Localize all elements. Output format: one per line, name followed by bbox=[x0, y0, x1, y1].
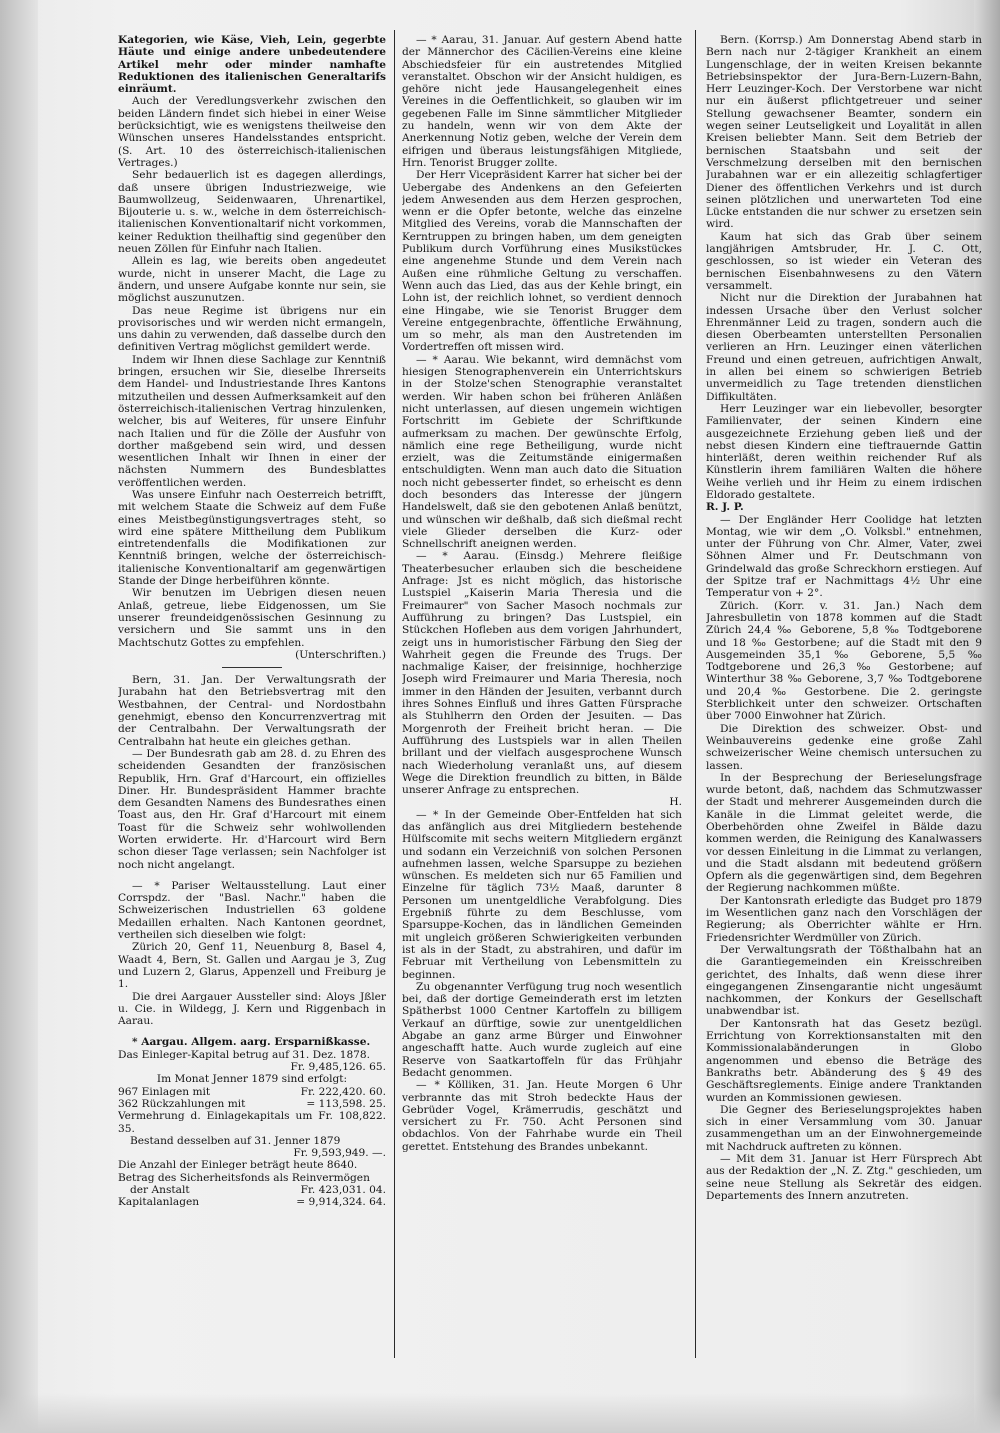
table-row bbox=[118, 1196, 386, 1208]
savings-capital: Fr. 9,485,126. 65. bbox=[290, 1061, 386, 1074]
article-paragraph: — Mit dem 31. Januar ist Herr Fürsprech Abt aus der Redaktion der „N. Z. Ztg." geschieden, um seine neue Stellung als Sekretär des eidgen. Departements des Innern anzutreten. bbox=[706, 1153, 982, 1202]
column-rule-right bbox=[695, 30, 696, 1358]
table-row bbox=[118, 1147, 386, 1159]
row-label bbox=[118, 1147, 272, 1159]
row-label: der Anstalt bbox=[130, 1184, 190, 1197]
row-label: Bestand desselben auf 31. Jenner 1879 bbox=[130, 1134, 341, 1147]
article-paragraph: Der Kantonsrath erledigte das Budget pro 1879 im Wesentlichen ganz nach den Vorschlägen der Regierung; als Oberrichter wählte er Hrn. Friedensrichter Werdmüller von Zürich. bbox=[706, 894, 982, 944]
row-value: = 9,914,324. 64. bbox=[296, 1196, 386, 1209]
row-label: 362 Rückzahlungen mit bbox=[118, 1097, 246, 1110]
article-paragraph: Die Gegner des Berieselungsprojektes haben sich in einer Versammlung vom 30. Januar zusammengethan um an der Einwohnergemeinde mit Nachdruck auftreten zu können. bbox=[706, 1103, 982, 1153]
article-paragraph: Nicht nur die Direktion der Jurabahnen hat indessen Ursache über den Verlust solcher Ehrenmänner Leid zu tragen, sondern auch die diesen Oberbeamten unterstellten Personalien verlieren an Hrn. Leuzinger einen väterlichen Freund und einen getreuen, aufrichtigen Anwalt, in allen bei einem so schwierigen Betrieb unvermeidlich zu Tage tretenden dienstlichen Diffikultäten. bbox=[706, 292, 982, 403]
article-bern-leuzinger: Bern. (Korrsp.) Am Donnerstag Abend starb in Bern nach nur 2-tägiger Krankheit an einem Lungenschlage, der in weiten Kreisen bekannte Betriebsinspektor der Jura-Bern-Luzern-Bahn, Herr Leuzinger-Koch. Der Verstorbene war nicht nur ein äußerst pflichtgetreuer und seiner Stellung gewachsener Beamter, sondern ein wegen seiner Leutseligkeit und Loyalität in allen Kreisen beliebter Mann. Seit dem Betrieb der bernischen Staatsbahn und seit der Verschmelzung derselben mit den bernischen Jurabahnen war er ein allezeitig schlagfertiger Diener des öffentlichen Verkehrs und ist durch seinen plötzlichen und unerwarteten Tod eine Lücke entstanden die nur schwer zu ersetzen sein wird. bbox=[706, 34, 982, 231]
row-value: Fr. 222,420. 60. bbox=[300, 1085, 386, 1098]
article-paragraph: Indem wir Ihnen diese Sachlage zur Kenntniß bringen, ersuchen wir Sie, dieselbe Ihrerseits dem Handel- und Industriestande Ihres Kantons mitzutheilen und dessen Aufmerksamkeit auf den österreichisch-italienischen Vertrag hinzulenken, welcher, bis auf Weiteres, für unsere Einfuhr nach Italien und für die Zölle der Ausfuhr von dorther maßgebend sein wird, und dessen wesentlichen Inhalt wir Ihnen in einer der nächsten Nummern des Bundesblattes veröffentlichen werden. bbox=[118, 353, 386, 489]
article-paragraph: Der Herr Vicepräsident Karrer hat sicher bei der Uebergabe des Andenkens an den Gefeierten jedem Anwesenden aus dem Herzen gesprochen, wenn er die Opfer betonte, welche das einzelne Mitglied des Vereins, vorab die Mannschaften der Kerntruppen zu bringen haben, um dem geneigten Publikum durch Vorführung eines Musikstückes eine angenehme Stunde und dem Verein nach Außen eine rühmliche Geltung zu verschaffen. Wenn auch das Lied, das aus der Kehle bringt, ein Lohn ist, der reichlich lohnet, so verdient dennoch eine Hingabe, wie sie Tenorist Brugger dem Vereine entgegenbrachte, öffentliche Erwähnung, um so mehr, als man den Austretenden im Vordertreffen oft missen wird. bbox=[402, 169, 682, 354]
scan-left-shadow bbox=[0, 0, 38, 1433]
row-label: 967 Einlagen mit bbox=[118, 1085, 211, 1098]
article-bundesrath: — Der Bundesrath gab am 28. d. zu Ehren des scheidenden Gesandten der französischen Republik, Hrn. Graf d'Harcourt, ein offizielles Diner. Hr. Bundespräsident Hammer brachte dem Gesandten Namens des Bundesrathes einen Toast aus, den Hr. Graf d'Harcourt mit einem Toast für die Schweiz sehr wohlwollenden Worten erwiderte. Hr. d'Harcourt wird Bern schon dieser Tage verlassen; sein Nachfolger ist noch nicht angelangt. bbox=[118, 747, 386, 871]
table-row bbox=[118, 1184, 386, 1196]
article-paragraph: Zürich 20, Genf 11, Neuenburg 8, Basel 4, Waadt 4, Bern, St. Gallen und Aargau je 3, Zug und Luzern 2, Glarus, Appenzell und Freiburg je 1. bbox=[118, 941, 386, 991]
signature: (Unterschriften.) bbox=[295, 648, 386, 661]
article-paragraph: Allein es lag, wie bereits oben angedeutet wurde, nicht in unserer Macht, die Lage zu ändern, und unsere Aufgabe konnte nur sein, sie möglichst auszunutzen. bbox=[118, 255, 386, 305]
savings-intro: Das Einleger-Kapital betrug auf 31. Dez. 1878. bbox=[118, 1048, 371, 1061]
article-bern-jurabahn: Bern, 31. Jan. Der Verwaltungsrath der Jurabahn hat den Betriebsvertrag mit den Westbahnen, der Central- und Nordostbahn genehmigt, ebenso den Koncurrenzvertrag mit der Centralbahn. Der Verwaltungsrath der Centralbahn hat heute ein gleiches gethan. bbox=[118, 674, 386, 748]
signature: H. bbox=[669, 796, 682, 809]
article-weltausstellung: — * Pariser Weltausstellung. Laut einer Corrspdz. der "Basl. Nachr." haben die Schweizerischen Industriellen 63 goldene Medaillen erhalten. Nach Kantonen geordnet, vertheilen sich dieselben wie folgt: bbox=[118, 879, 386, 942]
article-aarau-theater: — * Aarau. (Einsdg.) Mehrere fleißige Theaterbesucher erlauben sich die bescheidene Anfrage: Jst es nicht möglich, das historische Lustspiel „Kaiserin Maria Theresia und die Freimaurer" von Sacher Masoch nochmals zur Aufführung zu bringen? Das Lustspiel, ein Stückchen Hofleben aus dem vorigen Jahrhundert, zeigt uns in humoristischer Färbung den Sieg der Wahrheit gegen die Freunde des Trugs. Der nachmalige Kaiser, der freisinnige, hochherzige Joseph wird Freimaurer und Maria Theresia, noch immer in den Händen der Jesuiten, verbannt durch ihres Sohnes Einfluß und ihres Gatten Fürsprache als Stuhlherrn den Orden der Jesuiten. — Das Morgenroth der Freiheit bricht heran. — Die Aufführung des Lustspiels war in allen Theilen brillant und der vielfach ausgesprochene Wunsch nach Wiederholung veranlaßt uns, auf diesem Wege die Direktion freundlich zu bitten, in Bälde unserer Anfrage zu entsprechen. bbox=[402, 550, 682, 797]
column-3 bbox=[706, 34, 982, 1354]
table-row bbox=[118, 1110, 386, 1135]
article-coolidge: — Der Engländer Herr Coolidge hat letzten Montag, wie wir dem „O. Volksbl." entnehmen, unter der Führung von Chr. Almer, Vater, zwei Söhnen Almer und Fr. Deutschmann von Grindelwald das große Schreckhorn erstiegen. Auf der Spitze traf er Nachmittags 4½ Uhr eine Temperatur von + 2°. bbox=[706, 513, 982, 600]
article-ober-entfelden: — * In der Gemeinde Ober-Entfelden hat sich das anfänglich aus drei Mitgliedern bestehende Hülfscomite mit sechs weitern Mitgliedern ergänzt und sodann ein Verzeichniß von solchen Personen aufnehmen lassen, welche Sparsuppe zu beziehen wünschen. Es meldeten sich nur 65 Familien und Einzelne für täglich 73½ Maaß, darunter 8 Personen um unentgeldliche Verabfolgung. Dies Ergebniß führte zu dem Beschlusse, vom Sparsuppe-Kochen, das in ländlichen Gemeinden mit ungleich größeren Schwierigkeiten verbunden ist als in der Stadt, zu abstrahiren, und dafür im Februar mit Vertheilung von Lebensmitteln zu beginnen. bbox=[402, 808, 682, 981]
signature: R. J. P. bbox=[706, 501, 744, 514]
row-value: = 113,598. 25. bbox=[306, 1097, 386, 1110]
row-label: Vermehrung d. Einlagekapitals um Fr. 108,822. 35. bbox=[118, 1110, 386, 1135]
separator-rule bbox=[222, 667, 282, 668]
table-row bbox=[118, 1135, 386, 1147]
savings-month: Im Monat Jenner 1879 sind erfolgt: bbox=[156, 1073, 348, 1086]
article-paragraph: Die drei Aargauer Aussteller sind: Aloys Jßler u. Cie. in Wildegg, J. Kern und Riggenbach in Aarau. bbox=[118, 990, 386, 1028]
article-paragraph: Herr Leuzinger war ein liebevoller, besorgter Familienvater, der seinen Kindern eine ausgezeichnete Erziehung geben ließ und der nebst diesen Kindern eine tieftrauernde Gattin hinterläßt, deren weithin reichender Ruf als Künstlerin ihrem familiären Walten die höhere Weihe verlieh und ihr Heim zu einem irdischen Eldorado gestaltete. bbox=[706, 402, 982, 501]
savings-count: Die Anzahl der Einleger beträgt heute 8640. bbox=[118, 1159, 358, 1172]
article-paragraph: Kategorien, wie Käse, Vieh, Lein, gegerbte Häute und einige andere unbedeutendere Artikel mehr oder minder namhafte Reduktionen des italienischen Generaltarifs einräumt. bbox=[118, 34, 386, 96]
article-paragraph: Wir benutzen im Uebrigen diesen neuen Anlaß, getreue, liebe Eidgenossen, um Sie unserer freundeidgenössischen Gesinnung zu versichern und Sie sammt uns in den Machtschutz Gottes zu empfehlen. bbox=[118, 587, 386, 649]
article-paragraph: Was unsere Einfuhr nach Oesterreich betrifft, mit welchem Staate die Schweiz auf dem Fuße eines Meistbegünstigungsvertrages steht, so wird eine spätere Mittheilung dem Publikum eintretendenfalls die Modifikationen zur Kenntniß bringen, welche der österreichisch-italienische Konventionaltarif am gegenwärtigen Stande der Dinge herbeiführen könnte. bbox=[118, 488, 386, 588]
row-value: Fr. 423,031. 04. bbox=[300, 1184, 386, 1197]
savings-fund-table bbox=[118, 1184, 386, 1209]
article-paragraph: Die Direktion des schweizer. Obst- und Weinbauvereins gedenke eine große Zahl schweizerischer Weine chemisch untersuchen zu lassen. bbox=[706, 722, 982, 772]
scan-bottom-edge bbox=[0, 1393, 1000, 1433]
article-zuerich: Zürich. (Korr. v. 31. Jan.) Nach dem Jahresbulletin von 1878 kommen auf die Stadt Zürich 24,4 ‰ Geborene, 5,8 ‰ Todtgeborene und 18 ‰ Gestorbene; auf die Stadt mit den 9 Ausgemeinden 35,1 ‰ Geborene, 5,5 ‰ Todtgeborene und 26,3 ‰ Gestorbene; auf Winterthur 38 ‰ Geborene, 3,7 ‰ Todtgeborene und 20,4 ‰ Gestorbene. Die 2. geringste Sterblichkeit unter den schweizer. Ortschaften über 7000 Einwohner hat Zürich. bbox=[706, 599, 982, 723]
article-paragraph: Kaum hat sich das Grab über seinem langjährigen Amtsbruder, Hr. J. C. Ott, geschlossen, so ist wieder ein Veteran des bernischen Eisenbahnwesens zu den Vätern versammelt. bbox=[706, 230, 982, 292]
article-paragraph: Der Verwaltungsrath der Tößthalbahn hat an die Garantiegemeinden ein Kreisschreiben gerichtet, des Inhalts, daß wenn diese ihrer eingegangenen Zinsengarantie nicht ungesäumt nachkommen, der Konkurs der Gesellschaft unabwendbar ist. bbox=[706, 943, 982, 1018]
article-paragraph: Sehr bedauerlich ist es dagegen allerdings, daß unsere übrigen Industriezweige, wie Baumwollzeug, Seidenwaaren, Uhrenartikel, Bijouterie u. s. w., welche in dem österreichisch-italienischen Konventionaltarif nicht vorkommen, keiner Reduktion theilhaftig sind gegenüber den neuen Zöllen für Einfuhr nach Italien. bbox=[118, 169, 386, 256]
article-paragraph: In der Besprechung der Berieselungsfrage wurde betont, daß, nachdem das Schmutzwasser der Stadt und mehrerer Ausgemeinden durch die Kanäle in die Limmat geleitet werde, die Oberbehörden ohne Zweifel in Bälde dazu kommen werden, die Reinigung des Kanalwassers vor dessen Einleitung in die Limmat zu verlangen, und die Stadt alsdann mit bedeutend größern Opfern als die gegenwärtigen sind, dem Begehren der Regierung nachkommen müßte. bbox=[706, 771, 982, 895]
article-paragraph: Auch der Veredlungsverkehr zwischen den beiden Ländern findet sich hiebei in einer Weise berücksichtigt, wie es wenigstens theilweise den Wünschen unseres Handelsstandes entspricht. (S. Art. 10 des österreichisch-italienischen Vertrages.) bbox=[118, 95, 386, 169]
savings-table bbox=[118, 1086, 386, 1160]
column-1 bbox=[118, 34, 386, 1354]
article-koelliken: — * Kölliken, 31. Jan. Heute Morgen 6 Uhr verbrannte das mit Stroh bedeckte Haus der Gebrüder Vogel, Krämerrudis, geschätzt und versichert zu Fr. 750. Acht Personen sind obdachlos. Von der Fahrhabe wurde ein Theil gerettet. Entstehung des Brandes unbekannt. bbox=[402, 1079, 682, 1153]
column-2 bbox=[402, 34, 682, 1354]
row-label: Kapitalanlagen bbox=[118, 1196, 200, 1209]
article-aarau-stenographie: — * Aarau. Wie bekannt, wird demnächst vom hiesigen Stenographenverein ein Unterrichtskurs in der Stolze'schen Stenographie veranstaltet werden. Wir haben schon bei früheren Anläßen nicht unterlassen, auf diesen ungemein wichtigen Fortschritt im Gebiete der Schriftkunde aufmerksam zu machen. Der gewünschte Erfolg, nämlich eine rege Betheiligung, wurde nicht erzielt, was die Zeitumstände einigermaßen entschuldigten. Wenn man auch dato die Situation noch nicht gebesserter findet, so erheischt es denn doch besonders das Interesse der jüngern Handelswelt, daß sie den gebotenen Anlaß benützt, und wünschen wir deßhalb, daß sich dießmal recht viele Glieder derselben die Kurz- oder Schnellschrift aneignen werden. bbox=[402, 353, 682, 551]
savings-title: * Aargau. Allgem. aarg. Ersparnißkasse. bbox=[132, 1036, 371, 1049]
article-paragraph: Zu obgenannter Verfügung trug noch wesentlich bei, daß der dortige Gemeinderath erst im letzten Spätherbst 1000 Centner Kartoffeln zu billigem Verkauf an dürftige, sowie zur unentgeldlichen Abgabe an ganz arme Bürger und Einwohner angeschafft hatte. Auch wurde zugleich auf eine Reserve von Saatkartoffeln für das Frühjahr Bedacht genommen. bbox=[402, 980, 682, 1079]
savings-fund: Betrag des Sicherheitsfonds als Reinvermögen bbox=[118, 1171, 370, 1184]
article-aarau-maennerchor: — * Aarau, 31. Januar. Auf gestern Abend hatte der Männerchor des Cäcilien-Vereins eine kleine Abschiedsfeier für ein austretendes Mitglied veranstaltet. Obschon wir der Ansicht huldigen, es gehöre nicht jede Hausangelegenheit eines Vereines in die Oeffentlichkeit, so glauben wir im gegebenen Falle im Sinne sämmtlicher Mitglieder zu handeln, wenn wir von dem Akte der Anerkennung Notiz geben, welche der Verein dem eifrigen und überaus leistungsfähigen Mitgliede, Hrn. Tenorist Brugger zollte. bbox=[402, 34, 682, 169]
article-paragraph: Der Kantonsrath hat das Gesetz bezügl. Errichtung von Korrektionsanstalten mit den Kommissionalabänderungen in Globo angenommen und ebenso die Beträge des Bankraths betr. Abänderung des § 49 des Geschäftsreglements. Einige andere Tranktanden wurden an Kommissionen gewiesen. bbox=[706, 1017, 982, 1104]
column-rule-left bbox=[394, 30, 395, 1358]
table-row bbox=[118, 1098, 386, 1110]
table-row bbox=[118, 1086, 386, 1098]
row-value: Fr. 9,593,949. —. bbox=[293, 1147, 386, 1160]
article-paragraph: Das neue Regime ist übrigens nur ein provisorisches und wir werden nicht ermangeln, uns dahin zu verwenden, daß dasselbe durch den definitiven Vertrag möglichst gemildert werde. bbox=[118, 304, 386, 354]
